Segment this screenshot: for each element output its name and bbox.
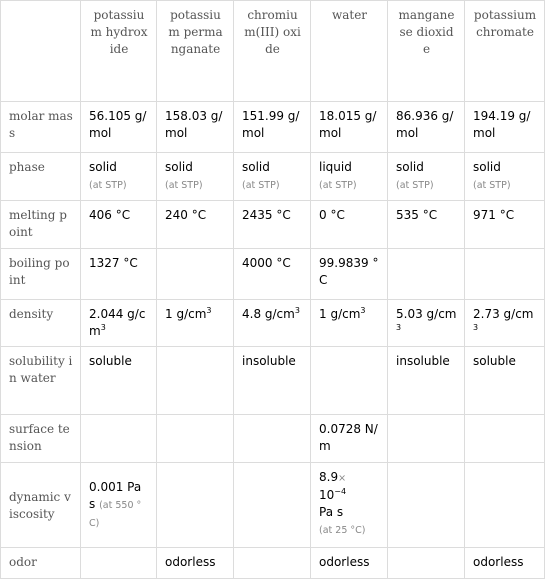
table-cell — [388, 249, 465, 300]
table-cell — [465, 463, 545, 548]
table-cell — [311, 463, 388, 548]
table-cell: 406 °C — [81, 201, 157, 249]
unit-exponent: 3 — [396, 323, 402, 332]
table-cell: 240 °C — [157, 201, 234, 249]
row-melting-point — [1, 201, 545, 249]
column-header-water: water — [311, 1, 388, 102]
column-header-manganese-dioxide: manganese dioxide — [388, 1, 465, 102]
table-cell: 4000 °C — [234, 249, 311, 300]
table-cell: 86.936 g/mol — [388, 102, 465, 153]
table-cell: 1327 °C — [81, 249, 157, 300]
table-cell: 18.015 g/mol — [311, 102, 388, 153]
table-cell — [81, 153, 157, 201]
unit-exponent: 3 — [360, 306, 366, 315]
cell-value: 5.03 g/cm — [396, 307, 457, 321]
row-label-odor: odor — [1, 548, 81, 579]
cell-value: solid — [473, 160, 501, 174]
cell-value: solid — [165, 160, 193, 174]
cell-value: 8.9 — [319, 470, 339, 484]
cell-note: (at STP) — [473, 180, 511, 191]
cell-note: (at STP) — [165, 180, 203, 191]
row-molar-mass — [1, 102, 545, 153]
table-cell: 971 °C — [465, 201, 545, 249]
row-dynamic-viscosity — [1, 463, 545, 548]
row-solubility — [1, 347, 545, 415]
row-label-density: density — [1, 300, 81, 347]
cell-note: (at STP) — [396, 180, 434, 191]
cell-unit: Pa s — [319, 505, 344, 519]
header-row — [1, 1, 545, 102]
table-cell: 158.03 g/mol — [157, 102, 234, 153]
column-header-potassium-permanganate: potassium permanganate — [157, 1, 234, 102]
cell-value: solid — [242, 160, 270, 174]
table-cell — [388, 463, 465, 548]
table-cell — [465, 415, 545, 463]
cell-value: liquid — [319, 160, 352, 174]
table-cell — [81, 415, 157, 463]
row-odor — [1, 548, 545, 579]
table-cell — [234, 300, 311, 347]
table-cell — [388, 415, 465, 463]
unit-exponent: 3 — [473, 323, 479, 332]
cell-note: (at 550 °C) — [89, 500, 142, 529]
table-cell: odorless — [157, 548, 234, 579]
table-cell — [234, 463, 311, 548]
table-cell — [311, 153, 388, 201]
table-cell: odorless — [311, 548, 388, 579]
cell-note: (at 25 °C) — [319, 525, 366, 536]
column-header-potassium-chromate: potassium chromate — [465, 1, 545, 102]
cell-note: (at STP) — [319, 180, 357, 191]
table-cell: insoluble — [234, 347, 311, 415]
unit-exponent: 3 — [294, 306, 300, 315]
table-cell: 0.0728 N/m — [311, 415, 388, 463]
row-label-molar-mass: molar mass — [1, 102, 81, 153]
table-cell — [157, 153, 234, 201]
table-cell: 2435 °C — [234, 201, 311, 249]
table-cell — [81, 463, 157, 548]
row-label-dynamic-viscosity: dynamic viscosity — [1, 463, 81, 548]
table-cell: 0 °C — [311, 201, 388, 249]
row-phase — [1, 153, 545, 201]
table-cell: 194.19 g/mol — [465, 102, 545, 153]
table-cell — [234, 548, 311, 579]
table-cell — [157, 300, 234, 347]
cell-value: solid — [89, 160, 117, 174]
row-label-melting-point: melting point — [1, 201, 81, 249]
cell-note: (at STP) — [89, 180, 127, 191]
times-sign: × — [338, 473, 347, 484]
row-surface-tension — [1, 415, 545, 463]
power-base: 10 — [319, 488, 335, 502]
table-cell: insoluble — [388, 347, 465, 415]
power-exponent: −4 — [334, 487, 347, 496]
corner-cell — [1, 1, 81, 102]
table-cell: soluble — [465, 347, 545, 415]
table-cell — [311, 347, 388, 415]
table-cell — [234, 153, 311, 201]
table-cell — [465, 300, 545, 347]
table-cell: 535 °C — [388, 201, 465, 249]
cell-value: 1 g/cm — [319, 307, 361, 321]
table-cell — [81, 548, 157, 579]
table-cell — [234, 415, 311, 463]
cell-value: 1 g/cm — [165, 307, 207, 321]
table-cell — [465, 249, 545, 300]
row-label-surface-tension: surface tension — [1, 415, 81, 463]
cell-value: 4.8 g/cm — [242, 307, 295, 321]
table-cell: 151.99 g/mol — [234, 102, 311, 153]
table-cell — [388, 548, 465, 579]
table-cell: 99.9839 °C — [311, 249, 388, 300]
cell-value: 2.73 g/cm — [473, 307, 534, 321]
table-cell: soluble — [81, 347, 157, 415]
table-cell — [157, 463, 234, 548]
table-cell — [388, 300, 465, 347]
table-cell — [157, 249, 234, 300]
unit-exponent: 3 — [206, 306, 212, 315]
column-header-chromium-iii-oxide: chromium(III) oxide — [234, 1, 311, 102]
cell-note: (at STP) — [242, 180, 280, 191]
table-cell — [81, 300, 157, 347]
column-header-potassium-hydroxide: potassium hydroxide — [81, 1, 157, 102]
cell-value: 2.044 g/cm — [89, 307, 146, 338]
row-density — [1, 300, 545, 347]
row-label-boiling-point: boiling point — [1, 249, 81, 300]
unit-exponent: 3 — [100, 323, 106, 332]
table-cell: odorless — [465, 548, 545, 579]
row-label-solubility: solubility in water — [1, 347, 81, 415]
table-cell — [465, 153, 545, 201]
table-cell — [388, 153, 465, 201]
table-cell: 56.105 g/mol — [81, 102, 157, 153]
row-label-phase: phase — [1, 153, 81, 201]
table-cell — [157, 347, 234, 415]
cell-value: 0.001 Pa s — [89, 480, 142, 511]
table-cell — [311, 300, 388, 347]
cell-value: solid — [396, 160, 424, 174]
table-cell — [157, 415, 234, 463]
row-boiling-point — [1, 249, 545, 300]
